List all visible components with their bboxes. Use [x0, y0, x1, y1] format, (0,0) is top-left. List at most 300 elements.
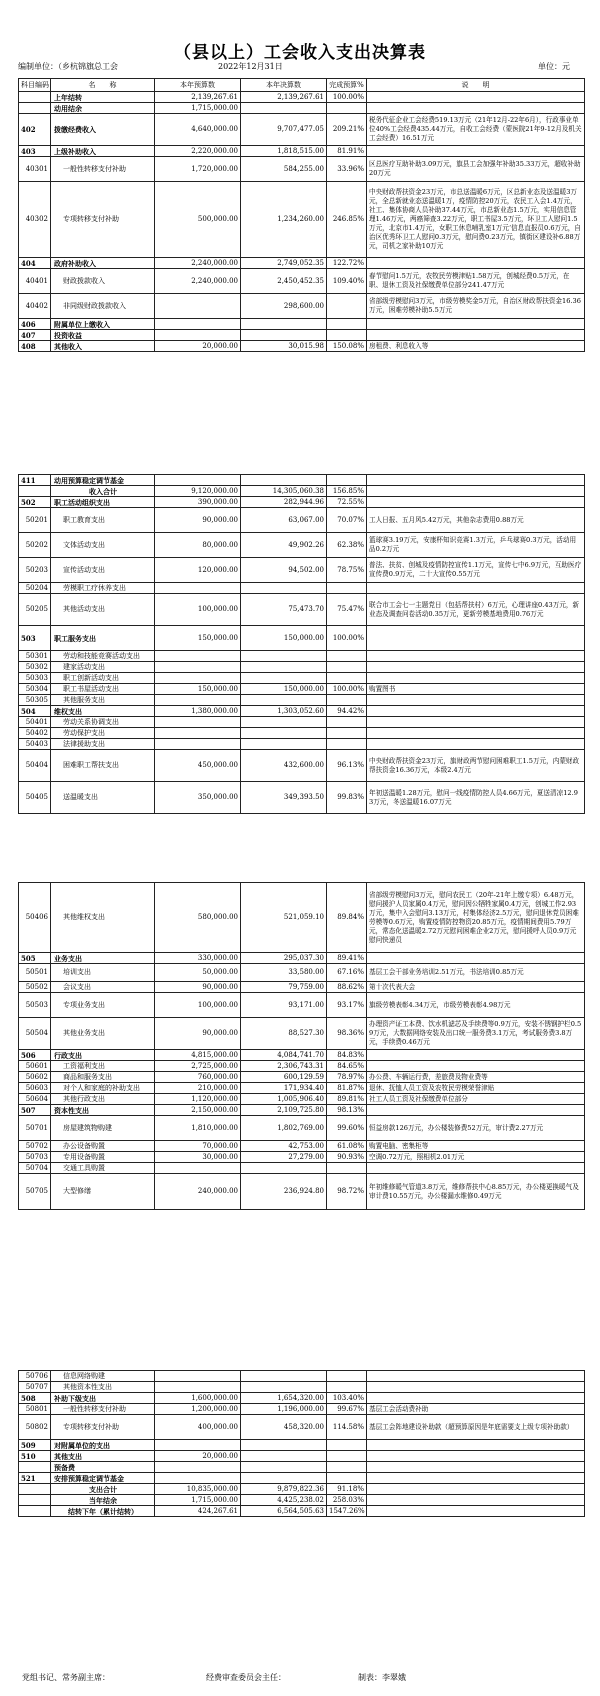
actual-amount: 27,279.00 — [241, 1152, 327, 1163]
footer-maker: 制表：李翠娥 — [358, 1673, 406, 1682]
account-code: 406 — [19, 319, 51, 330]
item-name: 政府补助收入 — [51, 258, 155, 269]
table-row — [19, 739, 585, 750]
actual-amount — [241, 739, 327, 750]
item-description: 工人日报、五月风5.42万元，其他杂志费用0.88万元 — [367, 508, 585, 533]
item-name: 职工教育支出 — [51, 508, 155, 533]
budget-amount: 350,000.00 — [155, 782, 241, 814]
item-name: 非同级财政拨款收入 — [51, 294, 155, 319]
org-label: 编制单位：（乡杭锦旗总工会 — [18, 62, 118, 71]
item-description — [367, 486, 585, 497]
budget-amount: 10,835,000.00 — [155, 1484, 241, 1495]
actual-amount: 1,818,515.00 — [241, 146, 327, 157]
completion-rate — [327, 583, 367, 594]
actual-amount: 584,255.00 — [241, 157, 327, 182]
budget-amount — [155, 1462, 241, 1473]
table-row — [19, 1061, 585, 1072]
budget-amount: 424,267.61 — [155, 1506, 241, 1517]
actual-amount: 9,879,822.36 — [241, 1484, 327, 1495]
completion-rate — [327, 475, 367, 486]
completion-rate: 1547.26% — [327, 1506, 367, 1517]
completion-rate — [327, 1451, 367, 1462]
budget-amount: 20,000.00 — [155, 341, 241, 352]
actual-amount: 88,527.30 — [241, 1018, 327, 1050]
budget-amount: 1,380,000.00 — [155, 706, 241, 717]
budget-amount: 1,120,000.00 — [155, 1094, 241, 1105]
item-description: 年初送温暖1.28万元，慰问一线疫情防控人员4.66万元，夏送清凉12.93万元，冬送温暖16.07万元 — [367, 782, 585, 814]
account-code: 504 — [19, 706, 51, 717]
item-name: 一般性转移支付补助 — [51, 157, 155, 182]
table-row — [19, 684, 585, 695]
item-description — [367, 1506, 585, 1517]
item-description: 办理资产证工本费、饮水机滤芯及手续费等0.9万元，安装不锈钢护栏0.59万元，大数据网络安装及出口统一服务费3.1万元，考试服务费3.8万元，手续费0.46万元 — [367, 1018, 585, 1050]
item-name: 附属单位上缴收入 — [51, 319, 155, 330]
actual-amount: 282,944.96 — [241, 497, 327, 508]
table-row — [19, 1462, 585, 1473]
item-description — [367, 1061, 585, 1072]
table-row — [19, 651, 585, 662]
account-code: 50504 — [19, 1018, 51, 1050]
table-row — [19, 1174, 585, 1210]
table-row — [19, 626, 585, 651]
item-description — [367, 717, 585, 728]
item-name: 职工服务支出 — [51, 626, 155, 651]
actual-amount: 49,902.26 — [241, 533, 327, 558]
item-name: 其他活动支出 — [51, 594, 155, 626]
item-description — [367, 330, 585, 341]
actual-amount: 42,753.00 — [241, 1141, 327, 1152]
actual-amount: 1,654,320.00 — [241, 1393, 327, 1404]
completion-rate: 90.93% — [327, 1152, 367, 1163]
account-code: 407 — [19, 330, 51, 341]
actual-amount: 4,425,238.02 — [241, 1495, 327, 1506]
actual-amount — [241, 651, 327, 662]
budget-amount: 150,000.00 — [155, 626, 241, 651]
completion-rate: 94.42% — [327, 706, 367, 717]
account-code: 50704 — [19, 1163, 51, 1174]
budget-amount: 2,139,267.61 — [155, 92, 241, 103]
item-description: 购置电脑、密集柜等 — [367, 1141, 585, 1152]
table-row — [19, 1105, 585, 1116]
report-table — [18, 78, 585, 352]
budget-amount — [155, 717, 241, 728]
actual-amount: 9,707,477.05 — [241, 114, 327, 146]
table-row — [19, 695, 585, 706]
completion-rate: 33.96% — [327, 157, 367, 182]
completion-rate — [327, 728, 367, 739]
actual-amount: 93,171.00 — [241, 993, 327, 1018]
item-description — [367, 1393, 585, 1404]
item-description — [367, 1495, 585, 1506]
account-code: 50302 — [19, 662, 51, 673]
completion-rate — [327, 294, 367, 319]
item-name: 职工活动组织支出 — [51, 497, 155, 508]
item-name: 其他行政支出 — [51, 1094, 155, 1105]
budget-amount — [155, 651, 241, 662]
table-row — [19, 114, 585, 146]
table-row — [19, 1440, 585, 1451]
item-description — [367, 583, 585, 594]
item-description: 春节慰问1.5万元，农牧民劳模津贴1.58万元，创城经费0.5万元，在职、退休工资及社保缴费单位部分241.47万元 — [367, 269, 585, 294]
completion-rate: 84.83% — [327, 1050, 367, 1061]
table-row — [19, 1484, 585, 1495]
item-name: 投资收益 — [51, 330, 155, 341]
account-code: 508 — [19, 1393, 51, 1404]
account-code: 50403 — [19, 739, 51, 750]
completion-rate: 99.83% — [327, 782, 367, 814]
completion-rate: 103.40% — [327, 1393, 367, 1404]
item-name: 大型修缮 — [51, 1174, 155, 1210]
table-row — [19, 583, 585, 594]
actual-amount: 14,305,060.38 — [241, 486, 327, 497]
completion-rate: 67.16% — [327, 964, 367, 982]
completion-rate: 246.85% — [327, 182, 367, 258]
item-name: 一般性转移支付补助 — [51, 1404, 155, 1415]
item-name: 劳动关系协调支出 — [51, 717, 155, 728]
item-name: 补助下级支出 — [51, 1393, 155, 1404]
table-row — [19, 1094, 585, 1105]
completion-rate: 114.58% — [327, 1415, 367, 1440]
item-description — [367, 319, 585, 330]
account-code: 50802 — [19, 1415, 51, 1440]
item-name: 其他支出 — [51, 1451, 155, 1462]
account-code: 50305 — [19, 695, 51, 706]
actual-amount: 33,580.00 — [241, 964, 327, 982]
budget-amount: 1,715,000.00 — [155, 1495, 241, 1506]
budget-amount: 90,000.00 — [155, 982, 241, 993]
budget-amount — [155, 330, 241, 341]
item-name: 收入合计 — [51, 486, 155, 497]
item-description — [367, 673, 585, 684]
table-row — [19, 341, 585, 352]
table-row — [19, 1393, 585, 1404]
item-name: 房屋建筑物购建 — [51, 1116, 155, 1141]
table-row — [19, 269, 585, 294]
budget-amount: 4,640,000.00 — [155, 114, 241, 146]
actual-amount: 1,196,000.00 — [241, 1404, 327, 1415]
item-name: 资本性支出 — [51, 1105, 155, 1116]
account-code: 50701 — [19, 1116, 51, 1141]
completion-rate: 98.13% — [327, 1105, 367, 1116]
budget-amount: 1,715,000.00 — [155, 103, 241, 114]
budget-amount — [155, 294, 241, 319]
item-description — [367, 1163, 585, 1174]
account-code: 404 — [19, 258, 51, 269]
budget-amount: 90,000.00 — [155, 1018, 241, 1050]
completion-rate — [327, 103, 367, 114]
account-code: 50203 — [19, 558, 51, 583]
account-code: 50502 — [19, 982, 51, 993]
account-code: 50301 — [19, 651, 51, 662]
budget-amount: 50,000.00 — [155, 964, 241, 982]
table-row — [19, 533, 585, 558]
actual-amount — [241, 717, 327, 728]
account-code: 50202 — [19, 533, 51, 558]
column-header: 完成预算% — [327, 79, 367, 92]
budget-amount — [155, 739, 241, 750]
budget-amount: 2,725,000.00 — [155, 1061, 241, 1072]
budget-amount: 1,720,000.00 — [155, 157, 241, 182]
budget-amount: 500,000.00 — [155, 182, 241, 258]
completion-rate: 81.91% — [327, 146, 367, 157]
budget-amount — [155, 695, 241, 706]
actual-amount — [241, 1163, 327, 1174]
actual-amount — [241, 695, 327, 706]
item-description: 社工人员工资及社保缴费单位部分 — [367, 1094, 585, 1105]
item-name: 宣传活动支出 — [51, 558, 155, 583]
budget-amount: 80,000.00 — [155, 533, 241, 558]
item-description — [367, 1473, 585, 1484]
completion-rate — [327, 1462, 367, 1473]
item-description: 房租费、利息收入等 — [367, 341, 585, 352]
actual-amount: 171,934.40 — [241, 1083, 327, 1094]
table-row — [19, 157, 585, 182]
item-description: 联合市工会七一主题党日（包括帮扶村）6万元，心理讲座0.43万元，新业态及调查问卷活动0.35万元，更新劳模基地费用0.76万元 — [367, 594, 585, 626]
actual-amount — [241, 1473, 327, 1484]
budget-amount: 2,240,000.00 — [155, 269, 241, 294]
item-description — [367, 475, 585, 486]
budget-amount — [155, 1382, 241, 1393]
item-description — [367, 662, 585, 673]
item-name: 行政支出 — [51, 1050, 155, 1061]
item-name: 专用设备购置 — [51, 1152, 155, 1163]
item-description — [367, 258, 585, 269]
completion-rate — [327, 319, 367, 330]
budget-amount — [155, 1163, 241, 1174]
budget-amount: 100,000.00 — [155, 993, 241, 1018]
item-description: 空调0.72万元，照相机2.01万元 — [367, 1152, 585, 1163]
account-code: 408 — [19, 341, 51, 352]
account-code: 50707 — [19, 1382, 51, 1393]
table-row — [19, 1404, 585, 1415]
account-code: 50604 — [19, 1094, 51, 1105]
actual-amount — [241, 1462, 327, 1473]
completion-rate — [327, 1382, 367, 1393]
completion-rate: 98.72% — [327, 1174, 367, 1210]
completion-rate — [327, 695, 367, 706]
completion-rate: 99.67% — [327, 1404, 367, 1415]
actual-amount: 2,139,267.61 — [241, 92, 327, 103]
item-name: 困难职工帮扶支出 — [51, 750, 155, 782]
actual-amount: 79,759.00 — [241, 982, 327, 993]
account-code: 521 — [19, 1473, 51, 1484]
actual-amount — [241, 330, 327, 341]
budget-amount: 450,000.00 — [155, 750, 241, 782]
budget-amount: 2,150,000.00 — [155, 1105, 241, 1116]
actual-amount: 30,015.98 — [241, 341, 327, 352]
item-description — [367, 1451, 585, 1462]
actual-amount — [241, 1371, 327, 1382]
table-row — [19, 1495, 585, 1506]
item-description — [367, 1050, 585, 1061]
account-code: 502 — [19, 497, 51, 508]
account-code: 510 — [19, 1451, 51, 1462]
item-name: 业务支出 — [51, 953, 155, 964]
table-row — [19, 953, 585, 964]
completion-rate: 100.00% — [327, 684, 367, 695]
actual-amount: 1,303,052.60 — [241, 706, 327, 717]
actual-amount: 150,000.00 — [241, 684, 327, 695]
item-description — [367, 626, 585, 651]
table-row — [19, 673, 585, 684]
table-row — [19, 319, 585, 330]
table-row — [19, 103, 585, 114]
table-row — [19, 182, 585, 258]
account-code — [19, 1495, 51, 1506]
item-name: 预备费 — [51, 1462, 155, 1473]
item-name: 其他资本性支出 — [51, 1382, 155, 1393]
item-name: 上年结转 — [51, 92, 155, 103]
table-row — [19, 1415, 585, 1440]
item-name: 拨缴经费收入 — [51, 114, 155, 146]
table-row — [19, 475, 585, 486]
account-code: 50706 — [19, 1371, 51, 1382]
budget-amount: 1,600,000.00 — [155, 1393, 241, 1404]
item-description — [367, 953, 585, 964]
completion-rate: 88.62% — [327, 982, 367, 993]
actual-amount: 2,109,725.80 — [241, 1105, 327, 1116]
item-description — [367, 497, 585, 508]
account-code: 50406 — [19, 883, 51, 953]
account-code: 50602 — [19, 1072, 51, 1083]
budget-amount: 30,000.00 — [155, 1152, 241, 1163]
actual-amount: 1,005,906.40 — [241, 1094, 327, 1105]
completion-rate — [327, 651, 367, 662]
actual-amount: 6,564,505.63 — [241, 1506, 327, 1517]
table-row — [19, 1152, 585, 1163]
account-code: 50201 — [19, 508, 51, 533]
table-row — [19, 993, 585, 1018]
budget-amount — [155, 475, 241, 486]
item-description — [367, 1382, 585, 1393]
account-code: 40402 — [19, 294, 51, 319]
table-row — [19, 497, 585, 508]
item-name: 专项转移支付补助 — [51, 182, 155, 258]
account-code: 50501 — [19, 964, 51, 982]
table-row — [19, 728, 585, 739]
actual-amount: 4,084,741.70 — [241, 1050, 327, 1061]
item-description: 购置图书 — [367, 684, 585, 695]
account-code: 50402 — [19, 728, 51, 739]
completion-rate: 122.72% — [327, 258, 367, 269]
actual-amount: 1,234,260.00 — [241, 182, 327, 258]
account-code: 507 — [19, 1105, 51, 1116]
completion-rate: 72.55% — [327, 497, 367, 508]
item-name: 劳动和技能竞赛活动支出 — [51, 651, 155, 662]
item-name: 结转下年（累计结转） — [51, 1506, 155, 1517]
table-row — [19, 1451, 585, 1462]
table-row — [19, 294, 585, 319]
completion-rate: 100.00% — [327, 92, 367, 103]
budget-amount: 760,000.00 — [155, 1072, 241, 1083]
actual-amount — [241, 103, 327, 114]
column-header: 科目编码 — [19, 79, 51, 92]
completion-rate: 96.13% — [327, 750, 367, 782]
item-name: 培训支出 — [51, 964, 155, 982]
item-name: 会议支出 — [51, 982, 155, 993]
completion-rate: 99.60% — [327, 1116, 367, 1141]
actual-amount — [241, 319, 327, 330]
budget-amount — [155, 673, 241, 684]
completion-rate: 78.75% — [327, 558, 367, 583]
table-header-row — [19, 79, 585, 92]
completion-rate: 98.36% — [327, 1018, 367, 1050]
item-description: 年初维修暖气管道3.8万元，维修帮扶中心8.85万元，办公楼更换暖气及审计费10.55万元，办公楼漏水维修0.49万元 — [367, 1174, 585, 1210]
completion-rate: 258.03% — [327, 1495, 367, 1506]
completion-rate — [327, 1371, 367, 1382]
account-code — [19, 486, 51, 497]
column-header: 本年预算数 — [155, 79, 241, 92]
item-name: 对附属单位的支出 — [51, 1440, 155, 1451]
item-name: 劳模职工疗休养支出 — [51, 583, 155, 594]
item-description — [367, 146, 585, 157]
item-description: 恒益房款126万元，办公楼装修费52万元，审计费2.27万元 — [367, 1116, 585, 1141]
item-name: 当年结余 — [51, 1495, 155, 1506]
budget-amount — [155, 662, 241, 673]
budget-amount: 2,220,000.00 — [155, 146, 241, 157]
budget-amount — [155, 728, 241, 739]
account-code: 50205 — [19, 594, 51, 626]
unit-label: 单位：元 — [538, 62, 570, 71]
completion-rate — [327, 717, 367, 728]
account-code: 50405 — [19, 782, 51, 814]
table-row — [19, 92, 585, 103]
actual-amount — [241, 1451, 327, 1462]
actual-amount: 236,924.80 — [241, 1174, 327, 1210]
account-code: 50801 — [19, 1404, 51, 1415]
table-row — [19, 1473, 585, 1484]
budget-amount — [155, 1440, 241, 1451]
report-date: 2022年12月31日 — [218, 62, 283, 71]
completion-rate — [327, 1440, 367, 1451]
account-code: 402 — [19, 114, 51, 146]
item-name: 送温暖支出 — [51, 782, 155, 814]
account-code: 50304 — [19, 684, 51, 695]
completion-rate — [327, 673, 367, 684]
report-table — [18, 882, 585, 1210]
completion-rate: 156.85% — [327, 486, 367, 497]
table-row — [19, 662, 585, 673]
item-name: 对个人和家庭的补助支出 — [51, 1083, 155, 1094]
actual-amount: 150,000.00 — [241, 626, 327, 651]
item-name: 法律援助支出 — [51, 739, 155, 750]
item-name: 动用预算稳定调节基金 — [51, 475, 155, 486]
item-name: 其他收入 — [51, 341, 155, 352]
budget-amount: 400,000.00 — [155, 1415, 241, 1440]
budget-amount: 100,000.00 — [155, 594, 241, 626]
actual-amount: 63,067.00 — [241, 508, 327, 533]
item-description: 基层工会干部业务培训2.51万元，书法培训0.85万元 — [367, 964, 585, 982]
completion-rate: 209.21% — [327, 114, 367, 146]
table-row — [19, 1382, 585, 1393]
budget-amount — [155, 1371, 241, 1382]
account-code: 509 — [19, 1440, 51, 1451]
completion-rate: 109.40% — [327, 269, 367, 294]
item-description: 退休、抚恤人员工资及农牧民劳模荣誉津贴 — [367, 1083, 585, 1094]
table-row — [19, 1050, 585, 1061]
account-code: 411 — [19, 475, 51, 486]
item-name: 其他服务支出 — [51, 695, 155, 706]
table-row — [19, 964, 585, 982]
account-code: 40302 — [19, 182, 51, 258]
completion-rate — [327, 662, 367, 673]
budget-amount: 2,240,000.00 — [155, 258, 241, 269]
actual-amount: 75,473.70 — [241, 594, 327, 626]
item-description: 中央财政帮扶资金23万元，市总送温暖6万元，区总新业态及送温暖3万元，全总新就业态送温暖1万，疫情防控20万元，农民工入会1.4万元，社工、集体协商人员补助37.44万元，市总新业态1.5万元，实用信息管理1.46万元，两癌筛查3.22万元，职工书屋3.5万元，环卫工人慰问1.5万元，北京市1.4万元，女职工休息哺乳室1万元‘信息直报员0.6万元，自治区优秀环卫工人慰问0.3万元，慰问费0.23万元，镇街区建设补6.88万元，司机之家补助10万元 — [367, 182, 585, 258]
account-code — [19, 1506, 51, 1517]
budget-amount: 390,000.00 — [155, 497, 241, 508]
budget-amount: 1,810,000.00 — [155, 1116, 241, 1141]
